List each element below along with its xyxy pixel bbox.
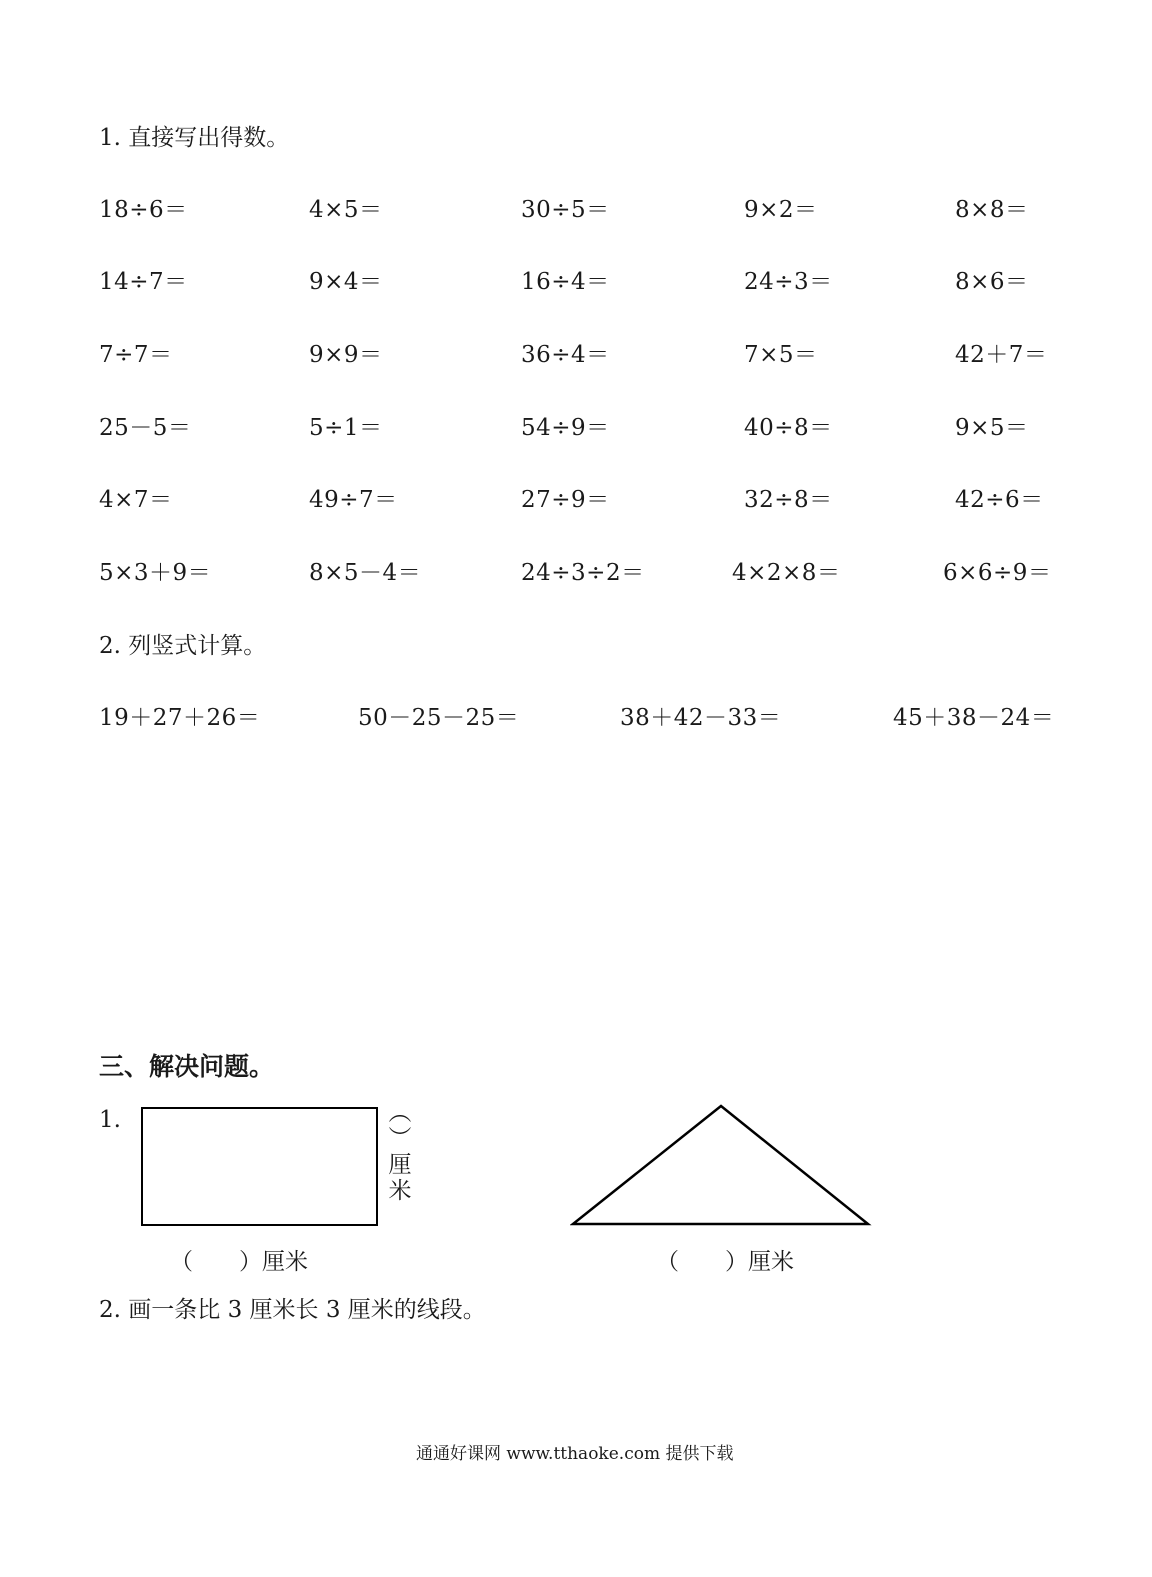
oral-problem: 27÷9＝ bbox=[521, 487, 610, 513]
oral-problem: 24÷3＝ bbox=[744, 269, 833, 295]
oral-problem: 42÷6＝ bbox=[955, 487, 1044, 513]
question-1-number: 1. bbox=[99, 1107, 121, 1133]
oral-problem: 49÷7＝ bbox=[309, 487, 398, 513]
oral-problem: 32÷8＝ bbox=[744, 487, 833, 513]
oral-problem: 4×5＝ bbox=[309, 197, 383, 223]
oral-problem: 14÷7＝ bbox=[99, 269, 188, 295]
oral-problem: 5×3＋9＝ bbox=[99, 560, 212, 586]
oral-problem: 6×6÷9＝ bbox=[943, 560, 1052, 586]
triangle-figure bbox=[570, 1102, 872, 1228]
oral-problem: 36÷4＝ bbox=[521, 342, 610, 368]
oral-problem: 40÷8＝ bbox=[744, 415, 833, 441]
close-paren-vertical: ︶ bbox=[388, 1126, 412, 1152]
question-2-text: 2. 画一条比 3 厘米长 3 厘米的线段。 bbox=[99, 1297, 486, 1323]
oral-problem: 54÷9＝ bbox=[521, 415, 610, 441]
vertical-calc-problem: 45＋38－24＝ bbox=[893, 705, 1055, 731]
oral-problem: 7×5＝ bbox=[744, 342, 818, 368]
vertical-calc-problem: 50－25－25＝ bbox=[358, 705, 520, 731]
oral-problem: 7÷7＝ bbox=[99, 342, 173, 368]
unit-char: 厘 bbox=[388, 1152, 412, 1178]
unit-char: 米 bbox=[388, 1178, 412, 1204]
oral-problem: 16÷4＝ bbox=[521, 269, 610, 295]
oral-problem: 4×2×8＝ bbox=[732, 560, 841, 586]
page-footer: 通通好课网 www.tthaoke.com 提供下载 bbox=[416, 1444, 734, 1464]
oral-problem: 9×2＝ bbox=[744, 197, 818, 223]
section-2-title: 2. 列竖式计算。 bbox=[99, 633, 267, 659]
oral-problem: 4×7＝ bbox=[99, 487, 173, 513]
rectangle-side-answer-label bbox=[386, 1100, 414, 1204]
section-1-title: 1. 直接写出得数。 bbox=[99, 125, 290, 151]
section-3-title: 三、解决问题。 bbox=[99, 1052, 275, 1081]
oral-problem: 8×5－4＝ bbox=[309, 560, 422, 586]
oral-problem: 5÷1＝ bbox=[309, 415, 383, 441]
oral-problem: 9×4＝ bbox=[309, 269, 383, 295]
rectangle-length-answer: （ ）厘米 bbox=[170, 1249, 308, 1275]
open-paren-vertical: ︵ bbox=[388, 1100, 412, 1126]
rectangle-figure bbox=[141, 1107, 378, 1226]
triangle-length-answer: （ ）厘米 bbox=[656, 1249, 794, 1275]
vertical-calc-problem: 19＋27＋26＝ bbox=[99, 705, 261, 731]
oral-problem: 30÷5＝ bbox=[521, 197, 610, 223]
oral-problem: 25－5＝ bbox=[99, 415, 192, 441]
vertical-calc-problem: 38＋42－33＝ bbox=[620, 705, 782, 731]
oral-problem: 9×9＝ bbox=[309, 342, 383, 368]
oral-problem: 8×8＝ bbox=[955, 197, 1029, 223]
oral-problem: 18÷6＝ bbox=[99, 197, 188, 223]
oral-problem: 24÷3÷2＝ bbox=[521, 560, 645, 586]
oral-problem: 8×6＝ bbox=[955, 269, 1029, 295]
oral-problem: 42＋7＝ bbox=[955, 342, 1048, 368]
oral-problem: 9×5＝ bbox=[955, 415, 1029, 441]
